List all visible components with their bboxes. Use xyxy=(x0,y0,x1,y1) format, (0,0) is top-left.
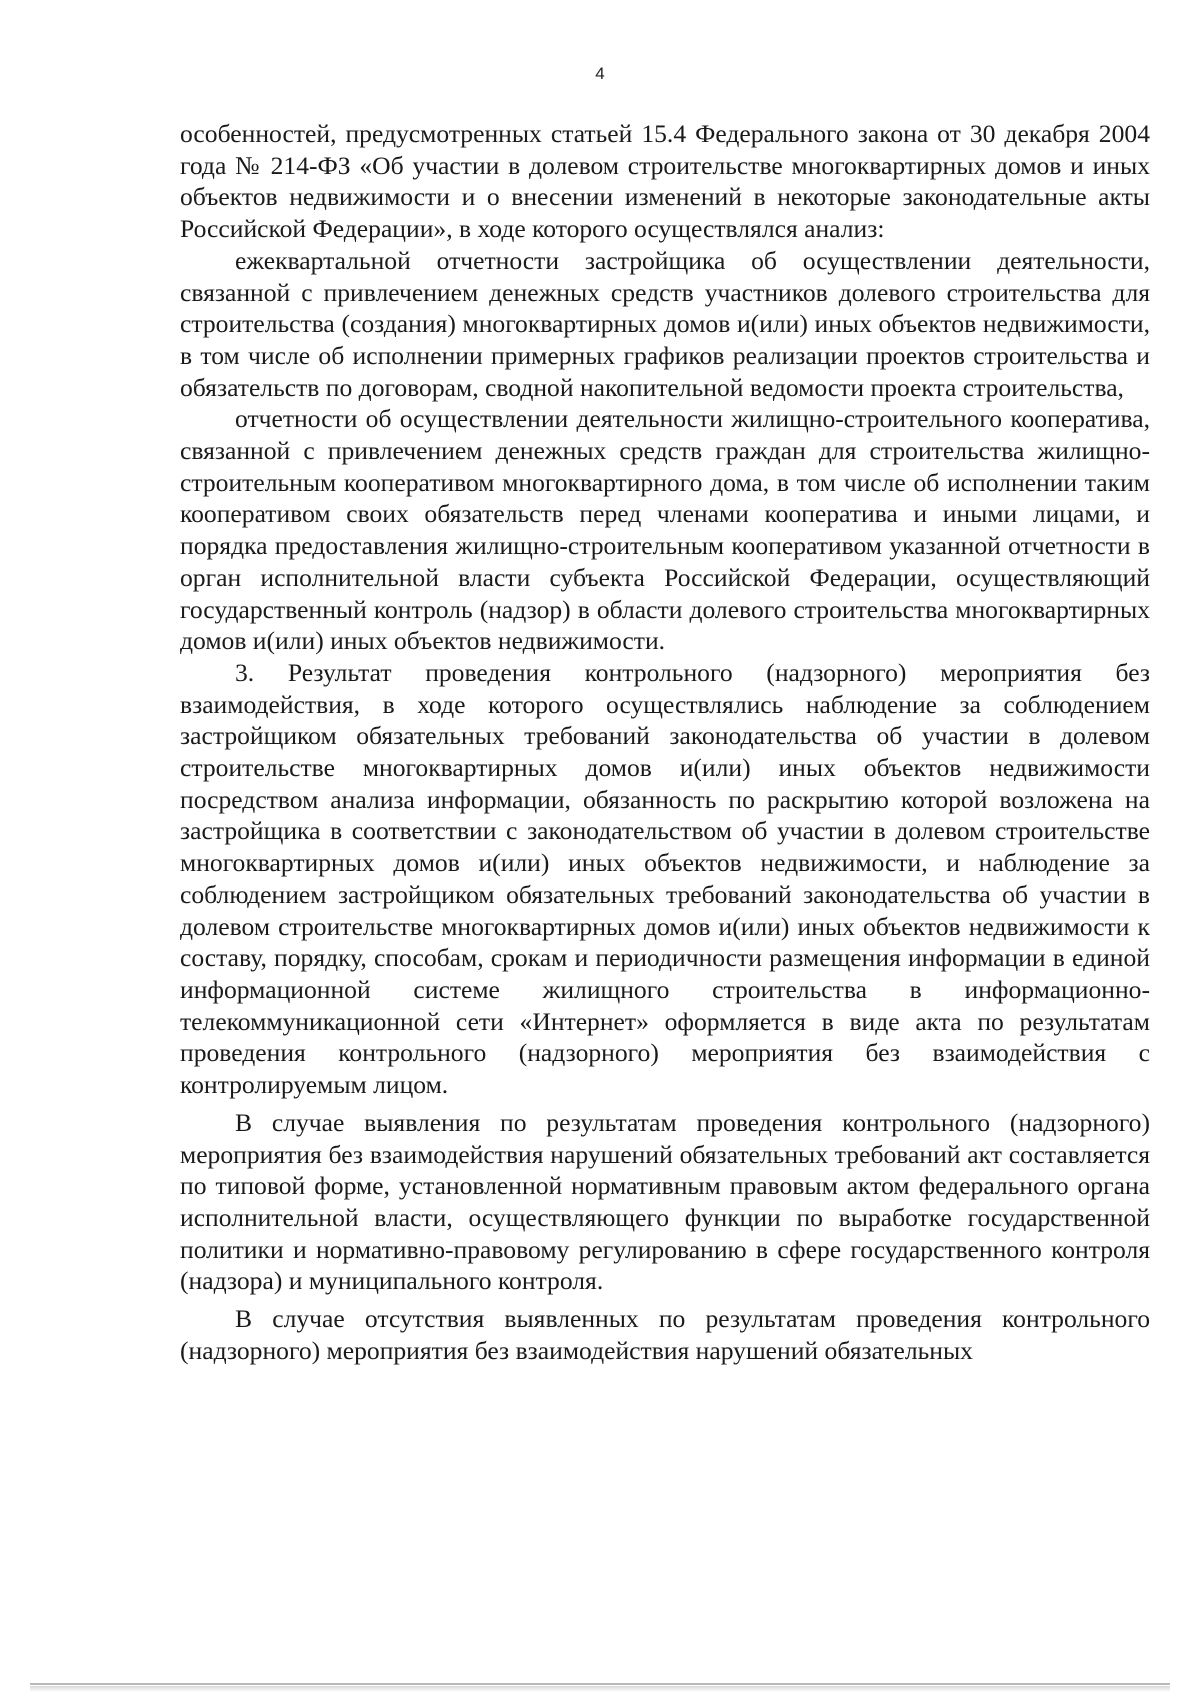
paragraph-no-violations: В случае отсутствия выявленных по результатам проведения контрольного (надзорного) мероприятия без взаимодействия нарушений обязательных xyxy=(180,1304,1150,1365)
page-number: 4 xyxy=(595,64,605,83)
scan-bottom-edge xyxy=(30,1683,1170,1685)
paragraph-item-3: 3. Результат проведения контрольного (надзорного) мероприятия без взаимодействия, в ходе которого осуществлялись наблюдение за соблюдением застройщиком обязательных требований законодательства об участии в долевом строительстве многоквартирных домов и(или) иных объектов недвижимости посредством анализа информации, обязанность по раскрытию которой возложена на застройщика в соответствии с законодательством об участии в долевом строительстве многоквартирных домов и(или) иных объектов недвижимости, и наблюдение за соблюдением застройщиком обязательных требований законодательства об участии в долевом строительстве многоквартирных домов и(или) иных объектов недвижимости к составу, порядку, способам, срокам и периодичности размещения информации в единой информационной системе жилищного строительства в информационно-телекоммуникационной сети «Интернет» оформляется в виде акта по результатам проведения контрольного (надзорного) мероприятия без взаимодействия с контролируемым лицом. xyxy=(180,657,1150,1100)
paragraph-cooperative-reporting: отчетности об осуществлении деятельности жилищно-строительного кооператива, связанной с привлечением денежных средств граждан для строительства жилищно-строительным кооперативом многоквартирного дома, в том числе об исполнении таким кооперативом своих обязательств перед членами кооператива и иными лицами, и порядка предоставления жилищно-строительным кооперативом указанной отчетности в орган исполнительной власти субъекта Российской Федерации, осуществляющий государственный контроль (надзор) в области долевого строительства многоквартирных домов и(или) иных объектов недвижимости. xyxy=(180,404,1150,656)
document-body xyxy=(180,118,1150,1366)
scan-bottom-shadow xyxy=(30,1686,1170,1692)
paragraph-quarterly-reporting: ежеквартальной отчетности застройщика об осуществлении деятельности, связанной с привлечением денежных средств участников долевого строительства для строительства (создания) многоквартирных домов и(или) иных объектов недвижимости, в том числе об исполнении примерных графиков реализации проектов строительства и обязательств по договорам, сводной накопительной ведомости проекта строительства, xyxy=(180,245,1150,402)
paragraph-continuation: особенностей, предусмотренных статьей 15.4 Федерального закона от 30 декабря 2004 года № 214-ФЗ «Об участии в долевом строительстве многоквартирных домов и иных объектов недвижимости и о внесении изменений в некоторые законодательные акты Российской Федерации», в ходе которого осуществлялся анализ: xyxy=(180,119,1150,244)
paragraph-violations-found: В случае выявления по результатам проведения контрольного (надзорного) мероприятия без взаимодействия нарушений обязательных требований акт составляется по типовой форме, установленной нормативным правовым актом федерального органа исполнительной власти, осуществляющего функции по выработке государственной политики и нормативно-правовому регулированию в сфере государственного контроля (надзора) и муниципального контроля. xyxy=(180,1107,1150,1296)
